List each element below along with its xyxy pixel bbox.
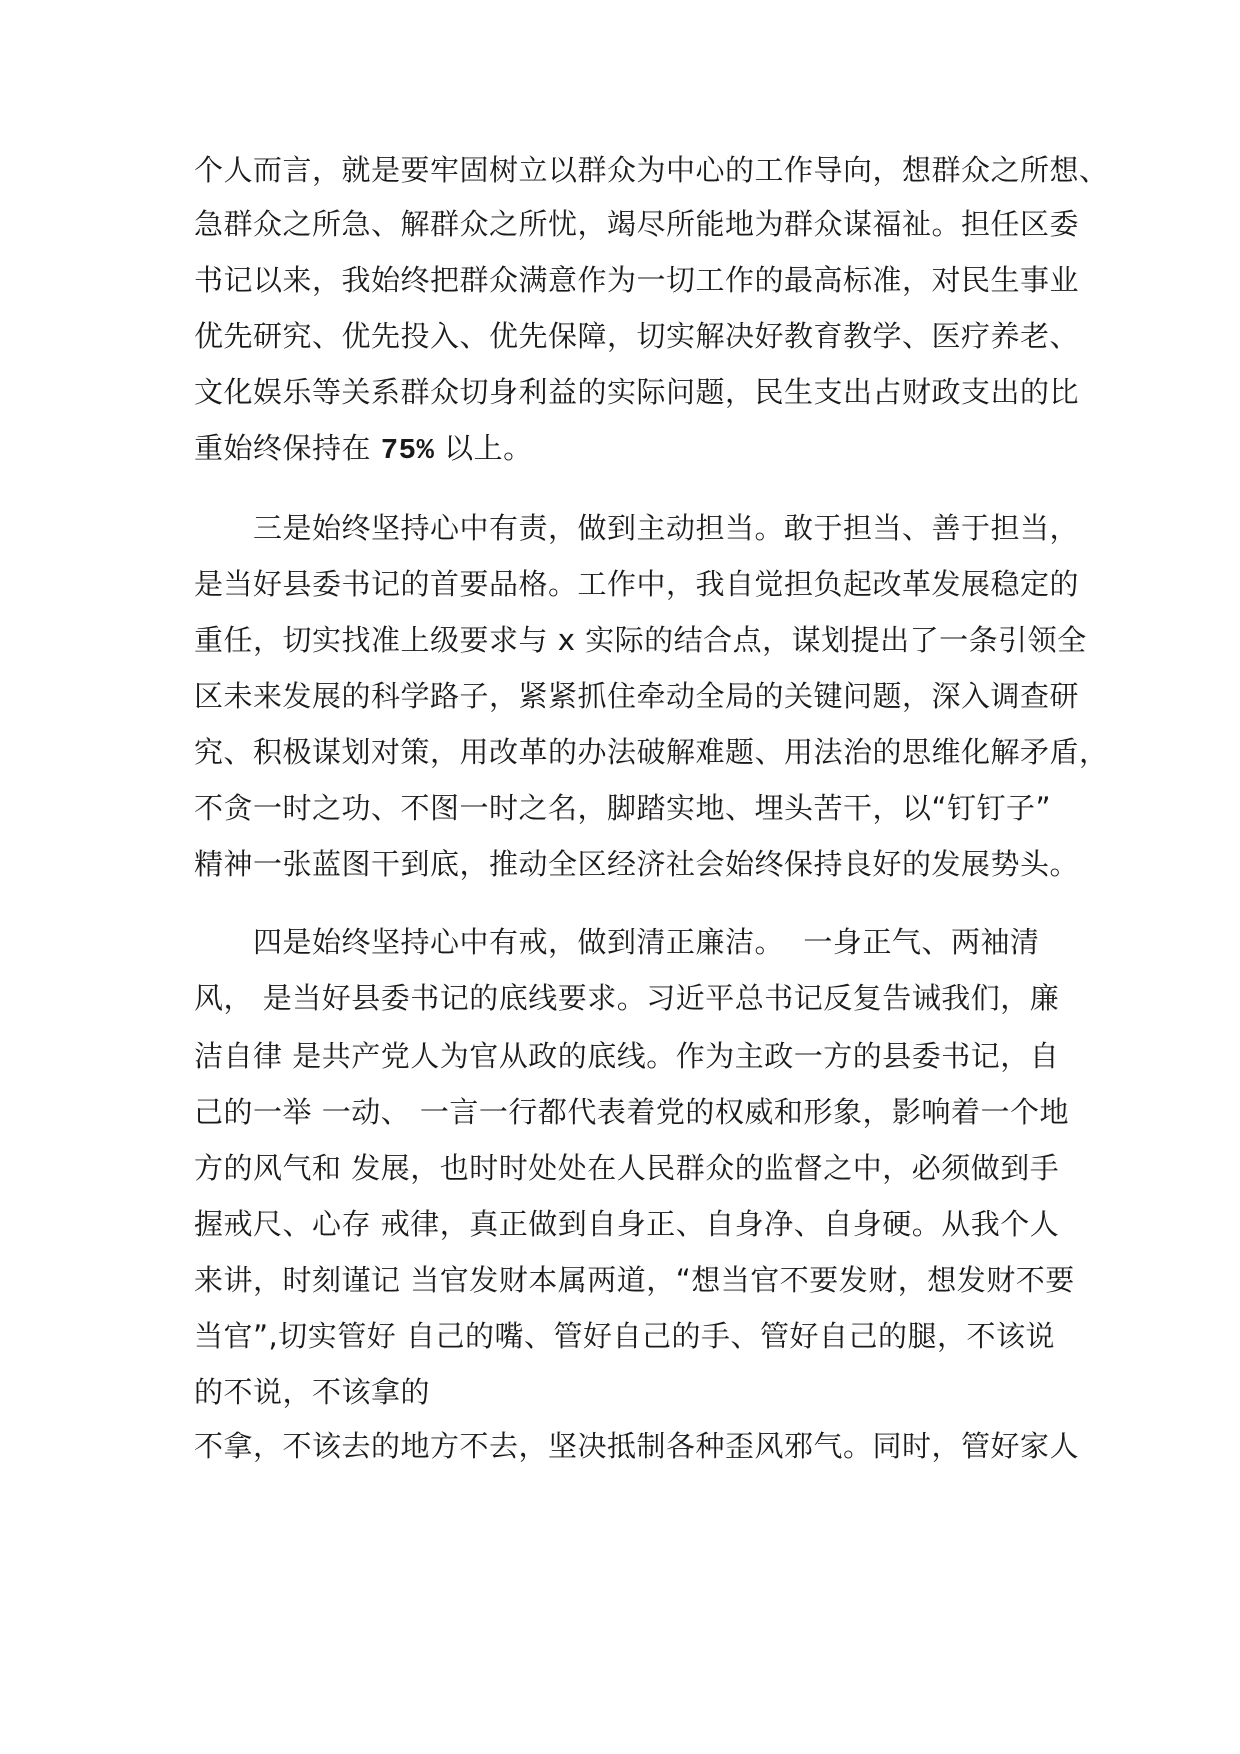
percentage-value: 75% <box>380 434 435 467</box>
text-line: 区未来发展的科学路子，紧紧抓住牵动全局的关键问题，深入调查研 <box>194 679 1080 713</box>
text-segment: 以上。 <box>434 431 533 465</box>
text-line: 四是始终坚持心中有戒，做到清正廉洁。 一身正气、两袖清 <box>253 925 1040 959</box>
text-line: 风， 是当好县委书记的底线要求。习近平总书记反复告诫我们，廉 <box>194 981 1060 1015</box>
text-line: 急群众之所急、解群众之所忧，竭尽所能地为群众谋福祉。担任区委 <box>194 207 1080 241</box>
text-line: 己的一举 一动、 一言一行都代表着党的权威和形象，影响着一个地 <box>194 1095 1069 1129</box>
text-line: 三是始终坚持心中有责，做到主动担当。敢于担当、善于担当， <box>253 511 1080 545</box>
text-line: 不贪一时之功、不图一时之名，脚踏实地、埋头苦干，以“钉钉子” <box>194 791 1052 825</box>
text-line: 洁自律 是共产党人为官从政的底线。作为主政一方的县委书记，自 <box>194 1039 1060 1073</box>
text-line: 的不说，不该拿的 <box>194 1375 431 1409</box>
text-segment: 重始终保持在 <box>194 431 381 465</box>
text-line: 精神一张蓝图干到底，推动全区经济社会始终保持良好的发展势头。 <box>194 847 1080 881</box>
text-line: 来讲，时刻谨记 当官发财本属两道，“想当官不要发财，想发财不要 <box>194 1263 1075 1297</box>
text-line: 当官”,切实管好 自己的嘴、管好自己的手、管好自己的腿，不该说 <box>194 1319 1055 1353</box>
text-line-with-number <box>194 430 533 469</box>
text-line: 个人而言，就是要牢固树立以群众为中心的工作导向，想群众之所想、 <box>194 153 1109 187</box>
text-line: 优先研究、优先投入、优先保障，切实解决好教育教学、医疗养老、 <box>194 319 1080 353</box>
text-line: 是当好县委书记的首要品格。工作中，我自觉担负起改革发展稳定的 <box>194 567 1080 601</box>
text-line: 重任，切实找准上级要求与 x 实际的结合点，谋划提出了一条引领全 <box>194 623 1087 657</box>
text-line: 书记以来，我始终把群众满意作为一切工作的最高标准，对民生事业 <box>194 263 1080 297</box>
text-line: 不拿，不该去的地方不去，坚决抵制各种歪风邪气。同时，管好家人 <box>194 1429 1080 1463</box>
text-line: 握戒尺、心存 戒律，真正做到自身正、自身净、自身硬。从我个人 <box>194 1207 1060 1241</box>
text-line: 文化娱乐等关系群众切身利益的实际问题，民生支出占财政支出的比 <box>194 375 1080 409</box>
text-line: 方的风气和 发展，也时时处处在人民群众的监督之中，必须做到手 <box>194 1151 1060 1185</box>
text-line: 究、积极谋划对策，用改革的办法破解难题、用法治的思维化解矛盾， <box>194 735 1109 769</box>
